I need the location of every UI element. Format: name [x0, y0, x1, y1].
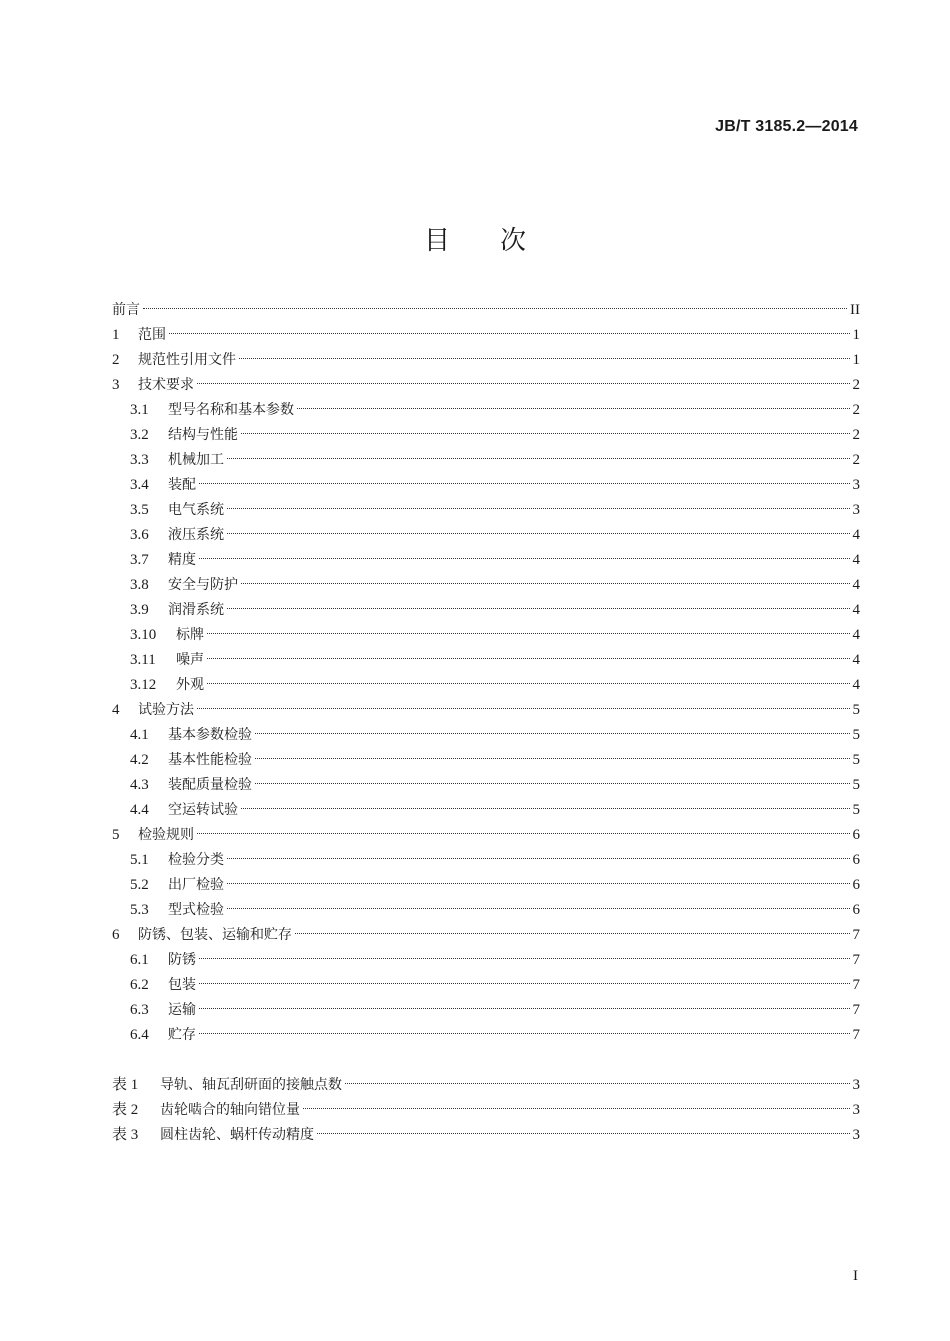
entry-number: 4.3 — [130, 777, 149, 793]
entry-number: 3.9 — [130, 602, 149, 618]
dot-leader — [199, 1033, 850, 1034]
page-number: I — [853, 1268, 858, 1284]
entry-number: 3.6 — [130, 527, 149, 543]
entry-title: 防锈 — [168, 952, 196, 968]
entry-page-number: 5 — [852, 727, 860, 743]
entry-number: 3.3 — [130, 452, 149, 468]
entry-title: 圆柱齿轮、蜗杆传动精度 — [160, 1127, 314, 1143]
toc-entry[interactable] — [112, 573, 860, 598]
entry-number: 3.12 — [130, 677, 157, 693]
toc-entry[interactable] — [112, 623, 860, 648]
toc-entry[interactable] — [112, 373, 860, 398]
dot-leader — [207, 633, 850, 634]
entry-title: 液压系统 — [168, 527, 224, 543]
toc-entry[interactable] — [112, 723, 860, 748]
entry-number: 4.2 — [130, 752, 149, 768]
page-title: 目次 — [423, 226, 576, 256]
dot-leader — [199, 1008, 850, 1009]
entry-title: 装配质量检验 — [168, 777, 252, 793]
toc-entry[interactable] — [112, 873, 860, 898]
entry-title: 技术要求 — [138, 377, 194, 393]
dot-leader — [197, 708, 850, 709]
entry-page-number: 5 — [852, 702, 860, 718]
dot-leader — [227, 508, 850, 509]
entry-number: 5.2 — [130, 877, 149, 893]
entry-number: 表 3 — [112, 1127, 139, 1143]
entry-page-number: 5 — [852, 777, 860, 793]
dot-leader — [199, 958, 850, 959]
entry-title: 基本参数检验 — [168, 727, 252, 743]
dot-leader — [207, 658, 850, 659]
entry-number: 1 — [112, 327, 120, 343]
toc-entry[interactable] — [112, 973, 860, 998]
entry-number: 2 — [112, 352, 120, 368]
entry-page-number: 7 — [852, 1002, 860, 1018]
dot-leader — [227, 858, 850, 859]
entry-number: 4.1 — [130, 727, 149, 743]
entry-title: 电气系统 — [168, 502, 224, 518]
entry-page-number: 4 — [852, 527, 860, 543]
entry-page-number: 2 — [852, 452, 860, 468]
entry-title: 基本性能检验 — [168, 752, 252, 768]
entry-page-number: 7 — [852, 1027, 860, 1043]
toc-entry[interactable] — [112, 748, 860, 773]
table-list-entry[interactable] — [112, 1098, 860, 1123]
entry-title: 润滑系统 — [168, 602, 224, 618]
entry-number: 6 — [112, 927, 120, 943]
entry-number: 3.1 — [130, 402, 149, 418]
entry-number: 表 1 — [112, 1077, 139, 1093]
entry-number: 3.5 — [130, 502, 149, 518]
entry-page-number: 6 — [852, 902, 860, 918]
entry-number: 6.2 — [130, 977, 149, 993]
entry-number: 6.1 — [130, 952, 149, 968]
dot-leader — [169, 333, 850, 334]
entry-title: 范围 — [138, 327, 166, 343]
entry-title: 检验规则 — [138, 827, 194, 843]
toc-entry[interactable] — [112, 498, 860, 523]
entry-page-number: 4 — [852, 652, 860, 668]
entry-page-number: 6 — [852, 877, 860, 893]
entry-number: 3.2 — [130, 427, 149, 443]
table-of-contents — [112, 298, 860, 1048]
entry-page-number: 2 — [852, 377, 860, 393]
entry-page-number: 5 — [852, 802, 860, 818]
toc-entry[interactable] — [112, 423, 860, 448]
entry-number: 5 — [112, 827, 120, 843]
toc-entry[interactable] — [112, 1023, 860, 1048]
toc-entry[interactable] — [112, 398, 860, 423]
toc-entry[interactable] — [112, 848, 860, 873]
entry-title: 标牌 — [176, 627, 204, 643]
entry-page-number: II — [850, 302, 860, 318]
entry-page-number: 3 — [852, 1127, 860, 1143]
dot-leader — [197, 383, 850, 384]
entry-title: 结构与性能 — [168, 427, 238, 443]
toc-entry[interactable] — [112, 948, 860, 973]
entry-page-number: 4 — [852, 552, 860, 568]
toc-entry[interactable] — [112, 798, 860, 823]
entry-number: 3.7 — [130, 552, 149, 568]
dot-leader — [255, 733, 850, 734]
entry-number: 3.10 — [130, 627, 157, 643]
entry-title: 规范性引用文件 — [138, 352, 236, 368]
dot-leader — [297, 408, 850, 409]
toc-entry[interactable] — [112, 923, 860, 948]
toc-entry[interactable] — [112, 448, 860, 473]
entry-page-number: 7 — [852, 927, 860, 943]
entry-page-number: 6 — [852, 827, 860, 843]
dot-leader — [199, 483, 850, 484]
entry-title: 出厂检验 — [168, 877, 224, 893]
entry-title: 型号名称和基本参数 — [168, 402, 294, 418]
dot-leader — [239, 358, 850, 359]
toc-entry[interactable] — [112, 648, 860, 673]
document-code: JB/T 3185.2—2014 — [715, 118, 858, 135]
entry-number: 5.3 — [130, 902, 149, 918]
entry-page-number: 4 — [852, 627, 860, 643]
entry-title: 噪声 — [176, 652, 204, 668]
dot-leader — [227, 883, 850, 884]
entry-title: 前言 — [112, 302, 140, 318]
dot-leader — [227, 458, 850, 459]
entry-number: 5.1 — [130, 852, 149, 868]
entry-page-number: 7 — [852, 952, 860, 968]
toc-entry[interactable] — [112, 998, 860, 1023]
dot-leader — [199, 983, 850, 984]
dot-leader — [227, 608, 850, 609]
toc-entry[interactable] — [112, 473, 860, 498]
dot-leader — [199, 558, 850, 559]
entry-title: 导轨、轴瓦刮研面的接触点数 — [160, 1077, 342, 1093]
entry-number: 6.3 — [130, 1002, 149, 1018]
entry-title: 机械加工 — [168, 452, 224, 468]
entry-number: 3.4 — [130, 477, 149, 493]
table-list-entry[interactable] — [112, 1073, 860, 1098]
dot-leader — [317, 1133, 850, 1134]
toc-entry[interactable] — [112, 898, 860, 923]
dot-leader — [197, 833, 850, 834]
entry-number: 4.4 — [130, 802, 149, 818]
entry-page-number: 1 — [852, 352, 860, 368]
entry-title: 型式检验 — [168, 902, 224, 918]
entry-title: 外观 — [176, 677, 204, 693]
toc-entry[interactable] — [112, 523, 860, 548]
entry-title: 精度 — [168, 552, 196, 568]
entry-page-number: 4 — [852, 602, 860, 618]
toc-entry[interactable] — [112, 598, 860, 623]
dot-leader — [255, 758, 850, 759]
entry-page-number: 2 — [852, 427, 860, 443]
entry-number: 3.8 — [130, 577, 149, 593]
dot-leader — [345, 1083, 850, 1084]
toc-entry[interactable] — [112, 698, 860, 723]
entry-page-number: 5 — [852, 752, 860, 768]
dot-leader — [241, 808, 850, 809]
dot-leader — [241, 583, 850, 584]
entry-page-number: 3 — [852, 1102, 860, 1118]
toc-entry[interactable] — [112, 673, 860, 698]
entry-number: 4 — [112, 702, 120, 718]
entry-title: 检验分类 — [168, 852, 224, 868]
toc-entry[interactable] — [112, 773, 860, 798]
entry-title: 装配 — [168, 477, 196, 493]
entry-title: 空运转试验 — [168, 802, 238, 818]
dot-leader — [241, 433, 850, 434]
entry-page-number: 3 — [852, 1077, 860, 1093]
toc-entry[interactable] — [112, 298, 860, 323]
entry-page-number: 4 — [852, 577, 860, 593]
dot-leader — [303, 1108, 850, 1109]
entry-number: 表 2 — [112, 1102, 139, 1118]
entry-number: 3 — [112, 377, 120, 393]
entry-page-number: 1 — [852, 327, 860, 343]
entry-title: 防锈、包装、运输和贮存 — [138, 927, 292, 943]
dot-leader — [143, 308, 847, 309]
dot-leader — [295, 933, 850, 934]
entry-title: 齿轮啮合的轴向错位量 — [160, 1102, 300, 1118]
entry-title: 包装 — [168, 977, 196, 993]
entry-page-number: 2 — [852, 402, 860, 418]
entry-page-number: 3 — [852, 477, 860, 493]
table-list-entry[interactable] — [112, 1123, 860, 1148]
entry-title: 贮存 — [168, 1027, 196, 1043]
entry-number: 6.4 — [130, 1027, 149, 1043]
entry-title: 试验方法 — [138, 702, 194, 718]
dot-leader — [255, 783, 850, 784]
toc-entry[interactable] — [112, 548, 860, 573]
toc-entry[interactable] — [112, 823, 860, 848]
entry-page-number: 7 — [852, 977, 860, 993]
dot-leader — [227, 908, 850, 909]
entry-page-number: 6 — [852, 852, 860, 868]
toc-entry[interactable] — [112, 323, 860, 348]
entry-title: 安全与防护 — [168, 577, 238, 593]
entry-number: 3.11 — [130, 652, 156, 668]
entry-page-number: 4 — [852, 677, 860, 693]
dot-leader — [227, 533, 850, 534]
entry-title: 运输 — [168, 1002, 196, 1018]
list-of-tables — [112, 1073, 860, 1148]
entry-page-number: 3 — [852, 502, 860, 518]
toc-entry[interactable] — [112, 348, 860, 373]
dot-leader — [207, 683, 850, 684]
